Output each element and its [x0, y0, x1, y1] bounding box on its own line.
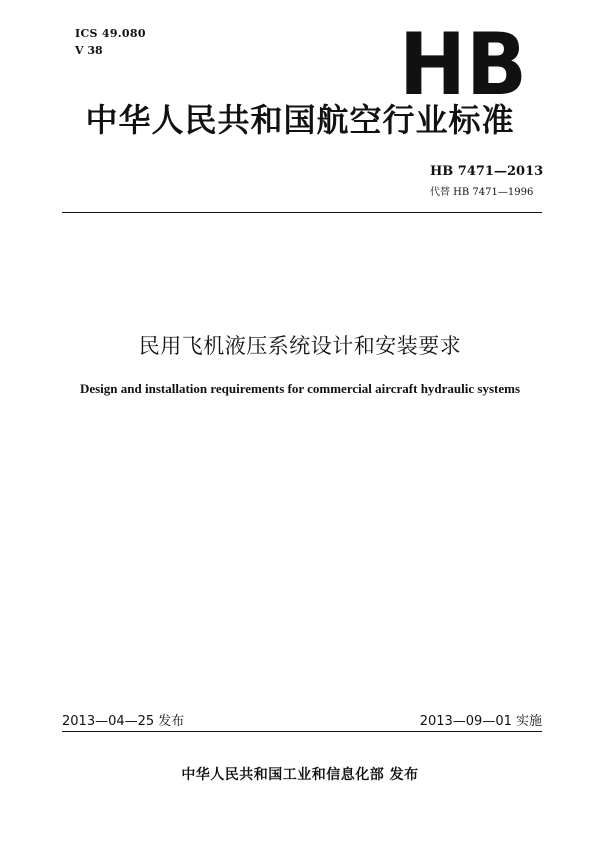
issue-date: 2013—04—25 发布 [62, 714, 185, 729]
replaces-note: 代替 HB 7471—1996 [430, 187, 534, 198]
hb-logo [398, 28, 528, 98]
implementation-date: 2013—09—01 实施 [419, 714, 542, 729]
ics-code: ICS 49.080 [75, 27, 146, 40]
category-code: V 38 [75, 44, 103, 57]
header-divider [62, 212, 542, 213]
standard-title: 中华人民共和国航空行业标准 [85, 101, 515, 139]
hb-logo-text: HB [399, 28, 527, 98]
document-title-cn: 民用飞机液压系统设计和安装要求 [138, 334, 462, 358]
issuer: 中华人民共和国工业和信息化部 发布 [181, 767, 419, 783]
standard-number: HB 7471—2013 [430, 164, 544, 179]
footer-divider [62, 731, 542, 732]
document-title-en: Design and installation requirements for commercial aircraft hydraulic systems [79, 381, 521, 396]
